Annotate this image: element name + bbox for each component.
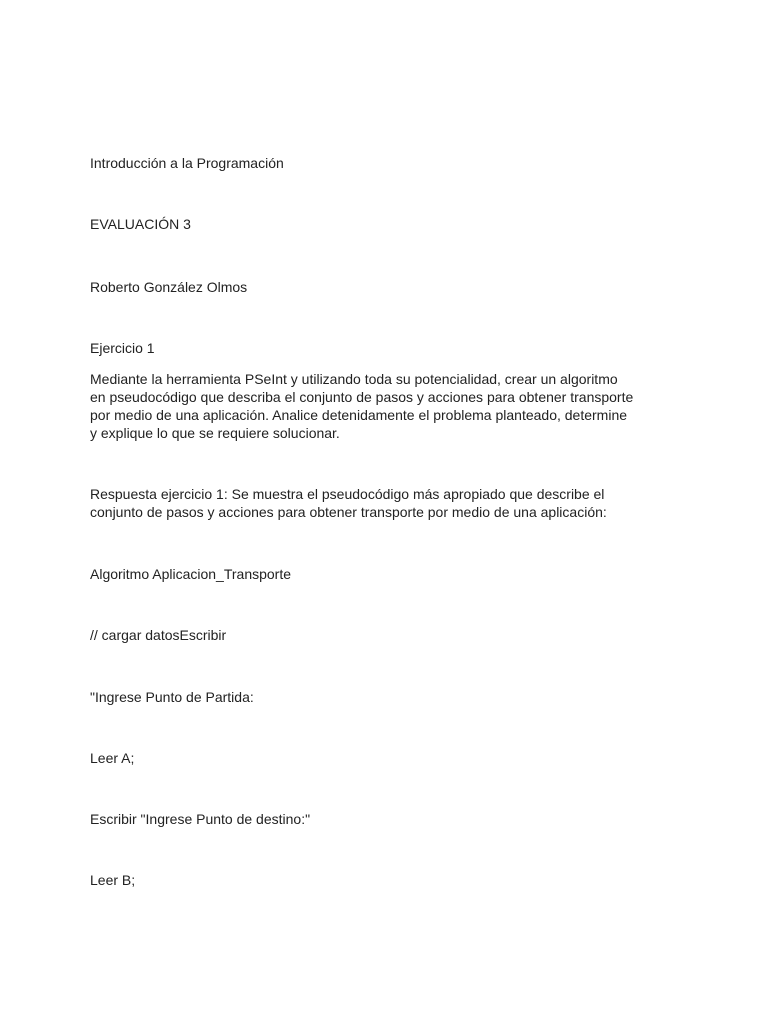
course-title: Introducción a la Programación (90, 155, 284, 171)
answer-intro: Respuesta ejercicio 1: Se muestra el pseudocódigo más apropiado que describe el conjunto de pasos y acciones para obtener transporte por medio de una aplicación: (90, 486, 607, 520)
code-line: Leer B; (90, 872, 136, 888)
evaluation-title: EVALUACIÓN 3 (90, 216, 191, 232)
code-line: Algoritmo Aplicacion_Transporte (90, 566, 292, 582)
exercise-statement: Mediante la herramienta PSeInt y utilizando toda su potencialidad, crear un algoritmo en pseudocódigo que describa el conjunto de pasos y acciones para obtener transporte por medio de una aplicación. Analice detenidamente el problema planteado, determine y explique lo que se requiere solucionar. (90, 371, 634, 441)
code-line: Escribir "Ingrese Punto de destino:" (90, 811, 311, 827)
code-line: Leer A; (90, 750, 135, 766)
code-line: "Ingrese Punto de Partida: (90, 689, 254, 705)
exercise-heading: Ejercicio 1 (90, 340, 155, 356)
code-line: // cargar datosEscribir (90, 627, 227, 643)
author-name: Roberto González Olmos (90, 279, 248, 295)
